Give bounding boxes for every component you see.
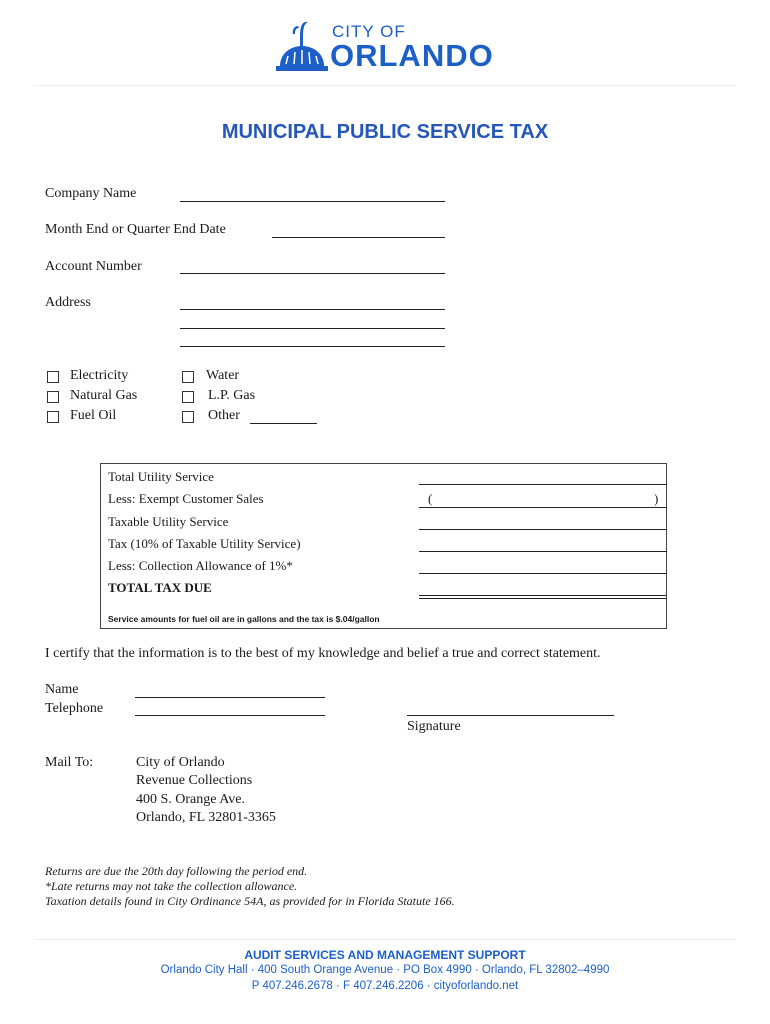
company-name-label: Company Name [45,186,137,201]
total-tax-due-field[interactable] [419,595,667,596]
other-label: Other [208,408,240,423]
mail-address-line3: 400 S. Orange Ave. [136,792,245,807]
fuel-oil-note: Service amounts for fuel oil are in gallons and the tax is $.04/gallon [108,614,380,624]
exempt-paren-close: ) [654,491,659,506]
lp-gas-checkbox[interactable] [182,391,194,403]
exempt-sales-label: Less: Exempt Customer Sales [108,491,264,506]
water-label: Water [206,368,240,383]
electricity-checkbox[interactable] [47,371,59,383]
tax-amount-field[interactable] [419,551,667,552]
address-field-line1[interactable] [180,309,445,310]
account-number-field[interactable] [180,273,445,274]
signature-field[interactable] [407,715,614,716]
mail-address-line1: City of Orlando [136,755,225,770]
electricity-label: Electricity [70,368,129,383]
total-tax-due-label: TOTAL TAX DUE [108,580,212,595]
logo-orlando-text: ORLANDO [330,38,494,73]
orlando-logo-icon [272,18,332,74]
city-logo [272,18,504,74]
name-field[interactable] [135,697,325,698]
footer-divider [34,939,736,940]
certification-statement: I certify that the information is to the best of my knowledge and belief a true and correct statement. [45,646,601,661]
total-utility-service-label: Total Utility Service [108,469,214,484]
telephone-field[interactable] [135,715,325,716]
exempt-paren-open: ( [428,491,433,506]
late-returns-note: *Late returns may not take the collection allowance. [45,879,298,893]
due-date-note: Returns are due the 20th day following the period end. [45,864,308,878]
total-utility-service-field[interactable] [419,484,667,485]
address-label: Address [45,295,91,310]
name-label: Name [45,682,79,697]
footer-address: Orlando City Hall · 400 South Orange Avenue · PO Box 4990 · Orlando, FL 32802–4990 [160,964,610,976]
taxable-service-field[interactable] [419,529,667,530]
collection-allowance-field[interactable] [419,573,667,574]
footer-contact: P 407.246.2678 · F 407.246.2206 · cityoforlando.net [251,980,519,992]
fuel-oil-label: Fuel Oil [70,408,117,423]
total-tax-due-double-rule [419,598,667,599]
fuel-oil-checkbox[interactable] [47,411,59,423]
mail-address-line4: Orlando, FL 32801-3365 [136,810,276,825]
other-specify-field[interactable] [250,423,317,424]
other-checkbox[interactable] [182,411,194,423]
header-divider [34,85,736,86]
period-date-field[interactable] [272,237,445,238]
natural-gas-checkbox[interactable] [47,391,59,403]
taxation-details-note: Taxation details found in City Ordinance 54A, as provided for in Florida Statute 166. [45,894,455,908]
form-title: MUNICIPAL PUBLIC SERVICE TAX [221,121,549,143]
period-date-label: Month End or Quarter End Date [45,222,226,237]
lp-gas-label: L.P. Gas [208,388,256,403]
taxable-service-label: Taxable Utility Service [108,514,229,529]
telephone-label: Telephone [45,701,104,716]
company-name-field[interactable] [180,201,445,202]
water-checkbox[interactable] [182,371,194,383]
signature-label: Signature [407,719,461,734]
footer-department: AUDIT SERVICES AND MANAGEMENT SUPPORT [244,948,526,962]
logo-city-text: CITY OF [332,22,406,41]
natural-gas-label: Natural Gas [70,388,138,403]
mail-address-line2: Revenue Collections [136,773,253,788]
collection-allowance-label: Less: Collection Allowance of 1%* [108,558,293,573]
address-field-line3[interactable] [180,346,445,347]
mail-to-label: Mail To: [45,755,94,770]
tax-rate-label: Tax (10% of Taxable Utility Service) [108,536,301,551]
account-number-label: Account Number [45,259,142,274]
exempt-sales-field[interactable] [419,507,667,508]
address-field-line2[interactable] [180,328,445,329]
